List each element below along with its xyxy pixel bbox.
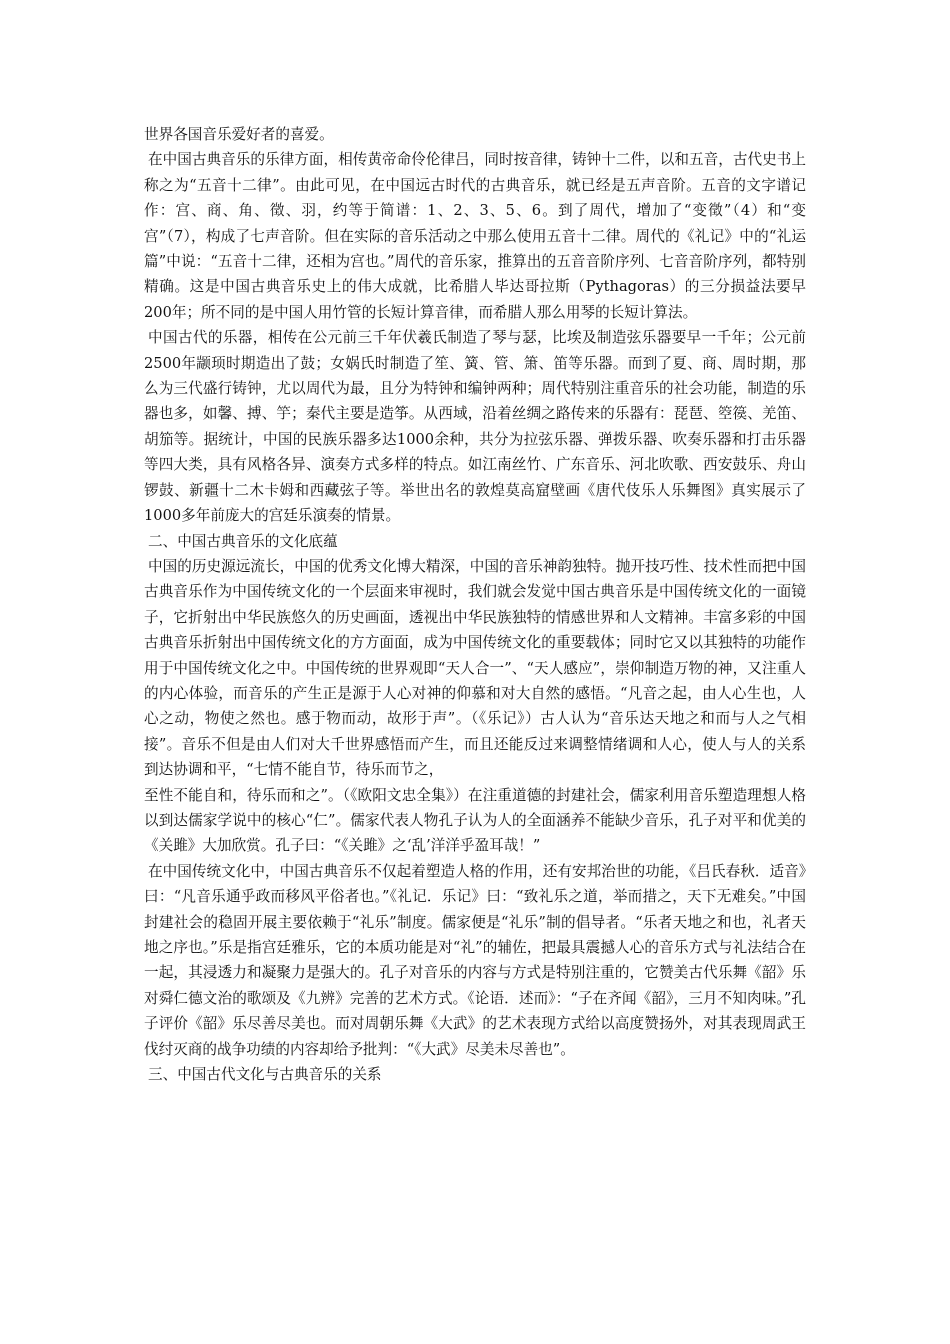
paragraph-music-temperament: 在中国古典音乐的乐律方面，相传黄帝命伶伦律吕，同时按音律，铸钟十二件，以和五音，古代史书上称之为“五音十二律”。由此可见，在中国远古时代的古典音乐，就已经是五声音阶。五音的文字谱记作：宫、商、角、徵、羽，约等于简谱：1、2、3、5、6。到了周代，增加了“变徵”（4）和“变宫”（7），构成了七声音阶。但在实际的音乐活动之中那么使用五音十二律。周代的《礼记》中的“礼运篇”中说：“五音十二律，还相为宫也。”周代的音乐家，推算出的五音音阶序列、七音音阶序列，都特别精确。这是中国古典音乐史上的伟大成就，比希腊人毕达哥拉斯（Pythagoras）的三分损益法要早200年；所不同的是中国人用竹管的长短计算音律，而希腊人那么用琴的长短计算法。 <box>144 151 806 321</box>
document-page <box>144 122 806 1087</box>
opening-line: 世界各国音乐爱好者的喜爱。 <box>144 126 334 143</box>
paragraph-cultural-heritage-continued: 至性不能自和，待乐而和之”。（《欧阳文忠全集》）在注重道德的封建社会，儒家利用音乐塑造理想人格以到达儒家学说中的核心“仁”。儒家代表人物孔子认为人的全面涵养不能缺少音乐，孔子对平和优美的《关雎》大加欣赏。孔子曰：“《关雎》之‘乱’洋洋乎盈耳哉！” <box>144 786 806 855</box>
paragraph-ritual-music: 在中国传统文化中，中国古典音乐不仅起着塑造人格的作用，还有安邦治世的功能，《吕氏春秋．适音》曰：“凡音乐通乎政而移风平俗者也。”《礼记．乐记》曰：“致礼乐之道，举而措之，天下无难矣。”中国封建社会的稳固开展主要依赖于“礼乐”制度。儒家便是“礼乐”制的倡导者。“乐者天地之和也，礼者天地之序也。”乐是指宫廷雅乐，它的本质功能是对“礼”的辅佐，把最具震撼人心的音乐方式与礼法结合在一起，其浸透力和凝聚力是强大的。孔子对音乐的内容与方式是特别注重的，它赞美古代乐舞《韶》乐对舜仁德文治的歌颂及《九辨》完善的艺术方式。《论语．述而》：“子在齐闻《韶》，三月不知肉味。”孔子评价《韶》乐尽善尽美也。而对周朝乐舞《大武》的艺术表现方式给以高度赞扬外，对其表现周武王伐纣灭商的战争功绩的内容却给予批判：“《大武》尽美未尽善也”。 <box>144 862 806 1058</box>
section-heading-culture-and-music: 三、中国古代文化与古典音乐的关系 <box>148 1066 382 1084</box>
section-heading-cultural-heritage: 二、中国古典音乐的文化底蕴 <box>148 532 338 550</box>
paragraph-cultural-heritage: 中国的历史源远流长，中国的优秀文化博大精深，中国的音乐神韵独特。抛开技巧性、技术性而把中国古典音乐作为中国传统文化的一个层面来审视时，我们就会发觉中国古典音乐是中国传统文化的一面镜子，它折射出中华民族悠久的历史画面，透视出中华民族独特的情感世界和人文精神。丰富多彩的中国古典音乐折射出中国传统文化的方方面面，成为中国传统文化的重要载体；同时它又以其独特的功能作用于中国传统文化之中。中国传统的世界观即“天人合一”、“天人感应”，崇仰制造万物的神，又注重人的内心体验，而音乐的产生正是源于人心对神的仰慕和对大自然的感悟。“凡音之起，由人心生也，人心之动，物使之然也。感于物而动，故形于声”。（《乐记》）古人认为“音乐达天地之和而与人之气相接”。音乐不但是由人们对大千世界感悟而产生，而且还能反过来调整情绪调和人心，使人与人的关系到达协调和平，“七情不能自节，待乐而节之， <box>144 557 806 779</box>
paragraph-ancient-instruments: 中国古代的乐器，相传在公元前三千年伏羲氏制造了琴与瑟，比埃及制造弦乐器要早一千年；公元前2500年颛顼时期造出了鼓；女娲氏时制造了笙、簧、管、箫、笛等乐器。而到了夏、商、周时期，那么为三代盛行铸钟，尤以周代为最，且分为特钟和编钟两种；周代特别注重音乐的社会功能，制造的乐器也多，如馨、搏、竽；秦代主要是造筝。从西域，沿着丝绸之路传来的乐器有：琵琶、箜篌、羌笛、胡笳等。据统计，中国的民族乐器多达1000余种，共分为拉弦乐器、弹拨乐器、吹奏乐器和打击乐器等四大类，具有风格各异、演奏方式多样的特点。如江南丝竹、广东音乐、河北吹歌、西安鼓乐、舟山锣鼓、新疆十二木卡姆和西藏弦子等。举世出名的敦煌莫高窟壁画《唐代伎乐人乐舞图》真实展示了1000多年前庞大的宫廷乐演奏的情景。 <box>144 329 806 525</box>
